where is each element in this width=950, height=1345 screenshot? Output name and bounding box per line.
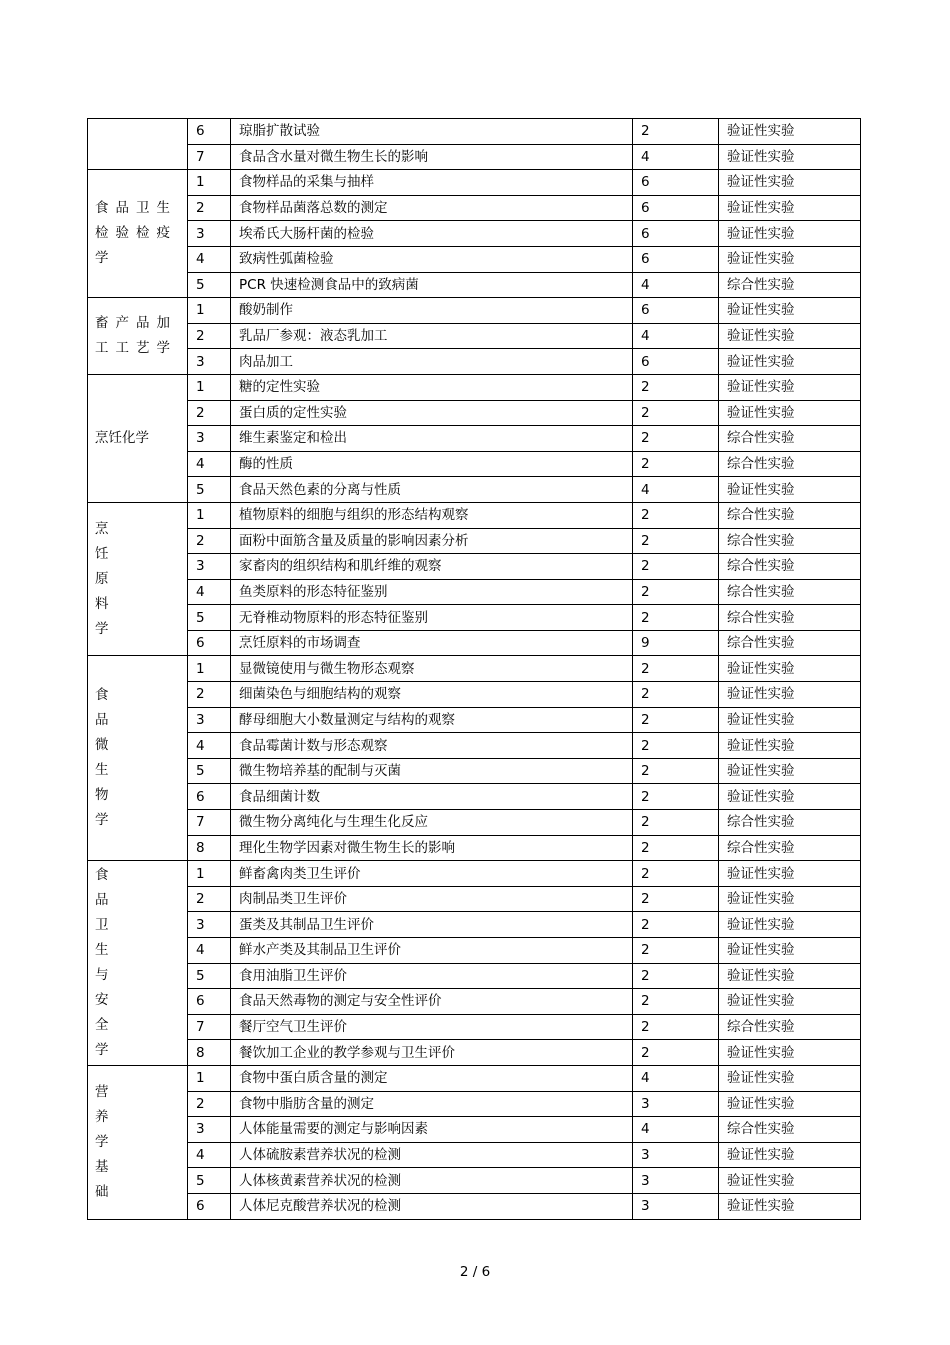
experiment-number: 7 (188, 810, 231, 836)
table-row (88, 938, 861, 964)
experiment-hours: 2 (633, 963, 719, 989)
experiment-type: 综合性实验 (719, 554, 861, 580)
table-row (88, 630, 861, 656)
table-row (88, 861, 861, 887)
experiment-hours: 2 (633, 784, 719, 810)
experiment-name: 食品细菌计数 (231, 784, 633, 810)
table-row (88, 451, 861, 477)
experiment-number: 1 (188, 861, 231, 887)
table-row (88, 374, 861, 400)
experiment-name: 显微镜使用与微生物形态观察 (231, 656, 633, 682)
experiment-hours: 4 (633, 323, 719, 349)
table-row (88, 170, 861, 196)
experiment-hours: 3 (633, 1168, 719, 1194)
experiment-name: 人体能量需要的测定与影响因素 (231, 1117, 633, 1143)
experiment-type: 验证性实验 (719, 477, 861, 503)
experiment-type: 验证性实验 (719, 349, 861, 375)
experiment-type: 验证性实验 (719, 861, 861, 887)
experiment-hours: 3 (633, 1142, 719, 1168)
experiment-number: 2 (188, 400, 231, 426)
table-row (88, 528, 861, 554)
experiment-type: 综合性实验 (719, 835, 861, 861)
experiment-hours: 6 (633, 221, 719, 247)
course-name-cell (88, 656, 188, 861)
experiment-number: 5 (188, 272, 231, 298)
experiment-name: 面粉中面筋含量及质量的影响因素分析 (231, 528, 633, 554)
table-row (88, 323, 861, 349)
table-row (88, 733, 861, 759)
experiment-type: 验证性实验 (719, 170, 861, 196)
experiment-name: 理化生物学因素对微生物生长的影响 (231, 835, 633, 861)
experiment-name: 埃希氏大肠杆菌的检验 (231, 221, 633, 247)
experiment-type: 验证性实验 (719, 784, 861, 810)
table-row (88, 835, 861, 861)
experiment-hours: 2 (633, 886, 719, 912)
experiment-name: 人体尼克酸营养状况的检测 (231, 1193, 633, 1219)
table-row (88, 1040, 861, 1066)
experiment-type: 综合性实验 (719, 528, 861, 554)
experiment-number: 4 (188, 451, 231, 477)
experiment-type: 验证性实验 (719, 246, 861, 272)
course-name-cell (88, 374, 188, 502)
table-row (88, 579, 861, 605)
experiment-name: 肉制品类卫生评价 (231, 886, 633, 912)
course-name: 畜产品加工工艺学 (95, 315, 177, 357)
experiment-type: 验证性实验 (719, 1040, 861, 1066)
experiment-type: 验证性实验 (719, 912, 861, 938)
experiment-hours: 2 (633, 912, 719, 938)
experiment-number: 5 (188, 963, 231, 989)
experiment-number: 2 (188, 682, 231, 708)
experiment-name: 蛋白质的定性实验 (231, 400, 633, 426)
table-row (88, 349, 861, 375)
table-row (88, 1142, 861, 1168)
experiment-number: 1 (188, 170, 231, 196)
experiment-type: 验证性实验 (719, 938, 861, 964)
experiment-name: 食品霉菌计数与形态观察 (231, 733, 633, 759)
experiment-hours: 2 (633, 861, 719, 887)
experiment-type: 综合性实验 (719, 810, 861, 836)
experiment-number: 2 (188, 323, 231, 349)
experiment-number: 3 (188, 554, 231, 580)
experiment-number: 1 (188, 298, 231, 324)
experiment-number: 5 (188, 1168, 231, 1194)
experiment-hours: 4 (633, 1117, 719, 1143)
experiment-name: 食品含水量对微生物生长的影响 (231, 144, 633, 170)
experiment-number: 2 (188, 1091, 231, 1117)
experiment-type: 验证性实验 (719, 400, 861, 426)
course-name: 食品卫生检验检疫学 (95, 200, 177, 267)
experiment-hours: 2 (633, 835, 719, 861)
experiment-number: 6 (188, 784, 231, 810)
experiment-name: 食物样品的采集与抽样 (231, 170, 633, 196)
experiment-number: 1 (188, 502, 231, 528)
experiment-name: 食用油脂卫生评价 (231, 963, 633, 989)
table-body (88, 119, 861, 1220)
table-row (88, 298, 861, 324)
experiment-name: 酵母细胞大小数量测定与结构的观察 (231, 707, 633, 733)
experiment-name: 酸奶制作 (231, 298, 633, 324)
experiment-table (87, 118, 861, 1220)
experiment-type: 综合性实验 (719, 630, 861, 656)
experiment-hours: 2 (633, 605, 719, 631)
experiment-type: 验证性实验 (719, 656, 861, 682)
experiment-type: 综合性实验 (719, 272, 861, 298)
experiment-hours: 2 (633, 733, 719, 759)
experiment-name: 细菌染色与细胞结构的观察 (231, 682, 633, 708)
experiment-number: 2 (188, 528, 231, 554)
experiment-hours: 4 (633, 1065, 719, 1091)
experiment-name: 维生素鉴定和检出 (231, 426, 633, 452)
experiment-number: 3 (188, 221, 231, 247)
experiment-hours: 6 (633, 246, 719, 272)
table-row (88, 272, 861, 298)
experiment-type: 综合性实验 (719, 1117, 861, 1143)
table-row (88, 605, 861, 631)
experiment-hours: 2 (633, 989, 719, 1015)
experiment-hours: 2 (633, 1014, 719, 1040)
table-row (88, 502, 861, 528)
experiment-hours: 2 (633, 810, 719, 836)
experiment-number: 5 (188, 477, 231, 503)
experiment-type: 验证性实验 (719, 119, 861, 145)
experiment-type: 综合性实验 (719, 426, 861, 452)
experiment-hours: 4 (633, 272, 719, 298)
page-number: 2 / 6 (459, 1264, 491, 1280)
experiment-type: 验证性实验 (719, 298, 861, 324)
experiment-type: 综合性实验 (719, 579, 861, 605)
experiment-type: 验证性实验 (719, 1142, 861, 1168)
table-row (88, 784, 861, 810)
table-row (88, 963, 861, 989)
experiment-hours: 2 (633, 758, 719, 784)
table-row (88, 554, 861, 580)
experiment-type: 验证性实验 (719, 886, 861, 912)
course-name-cell (88, 298, 188, 375)
experiment-number: 6 (188, 119, 231, 145)
experiment-name: 乳品厂参观：液态乳加工 (231, 323, 633, 349)
experiment-number: 6 (188, 1193, 231, 1219)
experiment-number: 1 (188, 656, 231, 682)
experiment-number: 3 (188, 707, 231, 733)
experiment-hours: 2 (633, 400, 719, 426)
experiment-name: 琼脂扩散试验 (231, 119, 633, 145)
experiment-hours: 9 (633, 630, 719, 656)
course-name-cell (88, 502, 188, 656)
experiment-hours: 2 (633, 119, 719, 145)
table-row (88, 1117, 861, 1143)
experiment-type: 综合性实验 (719, 502, 861, 528)
course-name-cell (88, 170, 188, 298)
experiment-number: 4 (188, 579, 231, 605)
experiment-name: 糖的定性实验 (231, 374, 633, 400)
experiment-number: 3 (188, 426, 231, 452)
experiment-name: 餐厅空气卫生评价 (231, 1014, 633, 1040)
experiment-hours: 2 (633, 502, 719, 528)
course-name-cell (88, 861, 188, 1066)
experiment-name: 蛋类及其制品卫生评价 (231, 912, 633, 938)
experiment-name: PCR 快速检测食品中的致病菌 (231, 272, 633, 298)
experiment-type: 验证性实验 (719, 221, 861, 247)
experiment-name: 植物原料的细胞与组织的形态结构观察 (231, 502, 633, 528)
experiment-number: 2 (188, 195, 231, 221)
experiment-number: 7 (188, 1014, 231, 1040)
experiment-hours: 2 (633, 528, 719, 554)
experiment-number: 3 (188, 1117, 231, 1143)
experiment-name: 烹饪原料的市场调查 (231, 630, 633, 656)
experiment-hours: 3 (633, 1091, 719, 1117)
experiment-hours: 2 (633, 579, 719, 605)
experiment-hours: 3 (633, 1193, 719, 1219)
experiment-hours: 2 (633, 374, 719, 400)
experiment-name: 无脊椎动物原料的形态特征鉴别 (231, 605, 633, 631)
experiment-name: 肉品加工 (231, 349, 633, 375)
course-name: 食品微生物学 (95, 687, 109, 829)
table-row (88, 758, 861, 784)
experiment-hours: 2 (633, 1040, 719, 1066)
experiment-hours: 6 (633, 349, 719, 375)
table-row (88, 1168, 861, 1194)
table-row (88, 886, 861, 912)
experiment-type: 验证性实验 (719, 682, 861, 708)
course-name: 烹饪原料学 (95, 520, 109, 637)
experiment-hours: 2 (633, 656, 719, 682)
table-row (88, 221, 861, 247)
course-name: 营养学基础 (95, 1083, 109, 1200)
experiment-number: 7 (188, 144, 231, 170)
experiment-name: 酶的性质 (231, 451, 633, 477)
experiment-name: 食物样品菌落总数的测定 (231, 195, 633, 221)
table-row (88, 144, 861, 170)
experiment-type: 综合性实验 (719, 1014, 861, 1040)
experiment-type: 综合性实验 (719, 605, 861, 631)
experiment-name: 致病性弧菌检验 (231, 246, 633, 272)
table-row (88, 400, 861, 426)
experiment-name: 鱼类原料的形态特征鉴别 (231, 579, 633, 605)
experiment-name: 鲜畜禽肉类卫生评价 (231, 861, 633, 887)
experiment-type: 验证性实验 (719, 989, 861, 1015)
table-row (88, 810, 861, 836)
experiment-name: 食品天然色素的分离与性质 (231, 477, 633, 503)
experiment-number: 1 (188, 374, 231, 400)
experiment-type: 验证性实验 (719, 323, 861, 349)
table-row (88, 656, 861, 682)
table-row (88, 912, 861, 938)
experiment-type: 综合性实验 (719, 451, 861, 477)
table-row (88, 1014, 861, 1040)
experiment-hours: 2 (633, 938, 719, 964)
experiment-number: 4 (188, 733, 231, 759)
experiment-type: 验证性实验 (719, 733, 861, 759)
course-name-cell (88, 1065, 188, 1219)
experiment-number: 6 (188, 630, 231, 656)
experiment-number: 6 (188, 989, 231, 1015)
experiment-name: 人体核黄素营养状况的检测 (231, 1168, 633, 1194)
experiment-hours: 4 (633, 144, 719, 170)
experiment-type: 验证性实验 (719, 963, 861, 989)
table-row (88, 246, 861, 272)
table-row (88, 707, 861, 733)
experiment-number: 8 (188, 1040, 231, 1066)
experiment-name: 微生物分离纯化与生理生化反应 (231, 810, 633, 836)
course-name: 食品卫生与安全学 (95, 867, 109, 1059)
experiment-name: 鲜水产类及其制品卫生评价 (231, 938, 633, 964)
experiment-type: 验证性实验 (719, 707, 861, 733)
experiment-number: 8 (188, 835, 231, 861)
experiment-number: 3 (188, 912, 231, 938)
table-row (88, 989, 861, 1015)
table-row (88, 477, 861, 503)
experiment-hours: 6 (633, 170, 719, 196)
experiment-name: 食品天然毒物的测定与安全性评价 (231, 989, 633, 1015)
experiment-hours: 2 (633, 682, 719, 708)
experiment-type: 验证性实验 (719, 144, 861, 170)
experiment-number: 3 (188, 349, 231, 375)
experiment-type: 验证性实验 (719, 195, 861, 221)
experiment-hours: 2 (633, 451, 719, 477)
experiment-type: 验证性实验 (719, 1091, 861, 1117)
experiment-type: 验证性实验 (719, 1065, 861, 1091)
experiment-number: 2 (188, 886, 231, 912)
course-name-cell (88, 119, 188, 170)
table-row (88, 426, 861, 452)
experiment-type: 验证性实验 (719, 1168, 861, 1194)
experiment-hours: 2 (633, 426, 719, 452)
table-row (88, 195, 861, 221)
experiment-name: 食物中脂肪含量的测定 (231, 1091, 633, 1117)
experiment-type: 验证性实验 (719, 758, 861, 784)
experiment-number: 4 (188, 246, 231, 272)
table-row (88, 119, 861, 145)
experiment-number: 4 (188, 938, 231, 964)
experiment-name: 家畜肉的组织结构和肌纤维的观察 (231, 554, 633, 580)
table-row (88, 1065, 861, 1091)
experiment-hours: 6 (633, 298, 719, 324)
table-row (88, 1193, 861, 1219)
experiment-name: 食物中蛋白质含量的测定 (231, 1065, 633, 1091)
experiment-name: 微生物培养基的配制与灭菌 (231, 758, 633, 784)
experiment-number: 4 (188, 1142, 231, 1168)
experiment-type: 验证性实验 (719, 1193, 861, 1219)
experiment-name: 人体硫胺素营养状况的检测 (231, 1142, 633, 1168)
experiment-type: 验证性实验 (719, 374, 861, 400)
experiment-name: 餐饮加工企业的教学参观与卫生评价 (231, 1040, 633, 1066)
experiment-number: 5 (188, 605, 231, 631)
table-row (88, 682, 861, 708)
experiment-number: 1 (188, 1065, 231, 1091)
experiment-hours: 2 (633, 554, 719, 580)
course-name: 烹饪化学 (95, 429, 149, 446)
table-row (88, 1091, 861, 1117)
experiment-hours: 6 (633, 195, 719, 221)
experiment-hours: 4 (633, 477, 719, 503)
experiment-hours: 2 (633, 707, 719, 733)
experiment-number: 5 (188, 758, 231, 784)
